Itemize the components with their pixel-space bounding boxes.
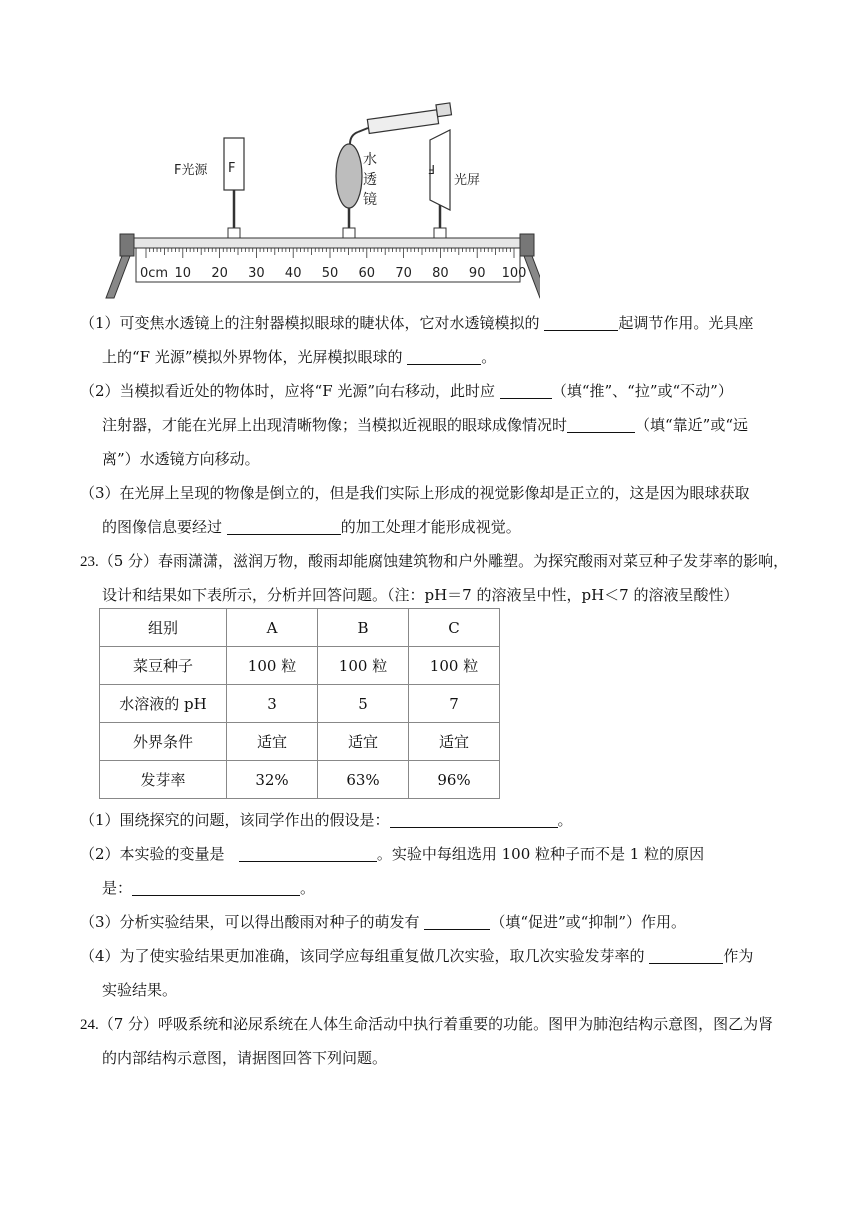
q23-text: 。实验中每组选用 100 粒种子而不是 1 粒的原因 — [376, 845, 705, 863]
q22-text: （1）可变焦水透镜上的注射器模拟眼球的睫状体，它对水透镜模拟的 — [80, 314, 540, 332]
table-cell: 100 粒 — [227, 647, 318, 685]
table-cell: 水溶液的 pH — [100, 685, 227, 723]
q22-text: 。 — [481, 348, 497, 366]
answer-blank[interactable] — [567, 414, 635, 433]
table-cell: A — [227, 609, 318, 647]
q23-text: （1）围绕探究的问题，该同学作出的假设是： — [80, 811, 390, 829]
lens-label-2: 透 — [363, 172, 377, 188]
q22-text: （填“靠近”或“远 — [635, 416, 749, 434]
table-cell: 适宜 — [318, 723, 409, 761]
answer-blank[interactable] — [407, 346, 481, 365]
q23-text: 。 — [300, 879, 316, 897]
q24-text: 的内部结构示意图，请据图回答下列问题。 — [102, 1049, 388, 1067]
table-cell: 组别 — [100, 609, 227, 647]
q23-text: （5 分）春雨潇潇，滋润万物，酸雨却能腐蚀建筑物和户外雕塑。为探究酸雨对菜豆种子发芽率的影响， — [98, 552, 789, 570]
answer-blank[interactable] — [390, 809, 558, 828]
q22-line-5 — [80, 442, 790, 476]
screen-label: 光屏 — [454, 173, 481, 188]
q23-text: （2）本实验的变量是 — [80, 845, 225, 863]
ruler-unit: 0cm — [140, 266, 169, 281]
q22-text: （2）当模拟看近处的物体时，应将“F 光源”向右移动，此时应 — [80, 382, 496, 400]
table-row — [100, 647, 500, 685]
ruler-tick-label: 60 — [358, 266, 376, 281]
ruler-tick-label: 30 — [248, 266, 265, 281]
answer-blank[interactable] — [649, 945, 723, 964]
q22-text: 的图像信息要经过 — [102, 518, 223, 536]
q23-text: 作为 — [723, 947, 754, 965]
q23-text: 实验结果。 — [102, 981, 178, 999]
answer-blank[interactable] — [544, 312, 618, 331]
q22-line-7 — [80, 510, 790, 544]
ruler-tick-label: 80 — [432, 266, 449, 281]
q23-text: （4）为了使实验结果更加准确，该同学应每组重复做几次实验，取几次实验发芽率的 — [80, 947, 645, 965]
table-cell: B — [318, 609, 409, 647]
answer-blank[interactable] — [227, 516, 341, 535]
table-cell: 发芽率 — [100, 761, 227, 799]
q22-line-3 — [80, 374, 790, 408]
ruler-tick-label: 20 — [211, 266, 228, 281]
ruler-tick-label: 70 — [395, 266, 412, 281]
lens-label-1: 水 — [363, 152, 377, 168]
table-cell: C — [409, 609, 500, 647]
table-cell: 32% — [227, 761, 318, 799]
q22-line-1 — [80, 306, 790, 340]
q22-line-6 — [80, 476, 790, 510]
q23-text: （填“促进”或“抑制”）作用。 — [490, 913, 687, 931]
table-cell: 63% — [318, 761, 409, 799]
q23-text: 设计和结果如下表所示，分析并回答问题。（注：pH＝7 的溶液呈中性，pH＜7 的溶液呈酸性） — [102, 586, 739, 604]
answer-blank[interactable] — [500, 380, 552, 399]
question-number: 23. — [80, 554, 99, 570]
q22-text: （3）在光屏上呈现的物像是倒立的，但是我们实际上形成的视觉影像却是正立的，这是因为眼球获取 — [80, 484, 750, 502]
table-cell: 5 — [318, 685, 409, 723]
light-source-label: F光源 — [174, 163, 208, 178]
ruler-tick-label: 100 — [501, 266, 527, 281]
table-cell: 3 — [227, 685, 318, 723]
table-cell: 100 粒 — [409, 647, 500, 685]
q23-text: （3）分析实验结果，可以得出酸雨对种子的萌发有 — [80, 913, 420, 931]
q22-line-2 — [80, 340, 790, 374]
q23-text: 是： — [102, 879, 133, 897]
table-cell: 外界条件 — [100, 723, 227, 761]
q22-line-4 — [80, 408, 790, 442]
q22-text: 的加工处理才能形成视觉。 — [340, 518, 521, 536]
q23-sub-6 — [80, 973, 790, 1007]
q22-text: （填“推”、“拉”或“不动”） — [551, 382, 733, 400]
q22-text: 注射器，才能在光屏上出现清晰物像；当模拟近视眼的眼球成像情况时 — [102, 416, 568, 434]
answer-blank[interactable] — [239, 843, 377, 862]
table-cell: 适宜 — [409, 723, 500, 761]
q23-sub-2 — [80, 837, 790, 871]
ruler-tick-label: 90 — [468, 266, 486, 281]
q23-intro-1 — [80, 544, 790, 579]
table-cell: 菜豆种子 — [100, 647, 227, 685]
q22-text: 离”）水透镜方向移动。 — [102, 450, 260, 468]
question-number: 24. — [80, 1017, 99, 1033]
screen-icon — [430, 130, 450, 242]
table-cell: 96% — [409, 761, 500, 799]
screen-letter: F — [428, 162, 435, 176]
ruler-tick-label: 40 — [284, 266, 302, 281]
light-source-icon — [224, 138, 244, 242]
q24-line-1 — [80, 1007, 790, 1042]
answer-blank[interactable] — [132, 877, 300, 896]
q23-text: 。 — [557, 811, 573, 829]
lens-label-3: 镜 — [363, 192, 377, 208]
q22-text: 起调节作用。光具座 — [618, 314, 754, 332]
table-row — [100, 723, 500, 761]
light-source-letter: F — [228, 161, 236, 176]
q23-sub-3 — [80, 871, 790, 905]
optical-bench-figure — [100, 100, 540, 305]
q24-line-2 — [102, 1041, 812, 1075]
q23-sub-5 — [80, 939, 790, 973]
water-lens-icon — [336, 144, 362, 242]
table-row — [100, 685, 500, 723]
q23-sub-1 — [80, 803, 790, 837]
table-cell: 7 — [409, 685, 500, 723]
table-row — [100, 761, 500, 799]
q23-sub-4 — [80, 905, 790, 939]
table-row — [100, 609, 500, 647]
ruler-tick-label: 10 — [174, 266, 192, 281]
germination-table — [99, 608, 500, 799]
q23-intro-2 — [102, 578, 812, 612]
table-cell: 适宜 — [227, 723, 318, 761]
ruler-tick-label: 50 — [321, 266, 339, 281]
answer-blank[interactable] — [424, 911, 490, 930]
table-cell: 100 粒 — [318, 647, 409, 685]
q22-text: 上的“F 光源”模拟外界物体，光屏模拟眼球的 — [102, 348, 403, 366]
q24-text: （7 分）呼吸系统和泌尿系统在人体生命活动中执行着重要的功能。图甲为肺泡结构示意图，图乙为肾 — [98, 1015, 774, 1033]
